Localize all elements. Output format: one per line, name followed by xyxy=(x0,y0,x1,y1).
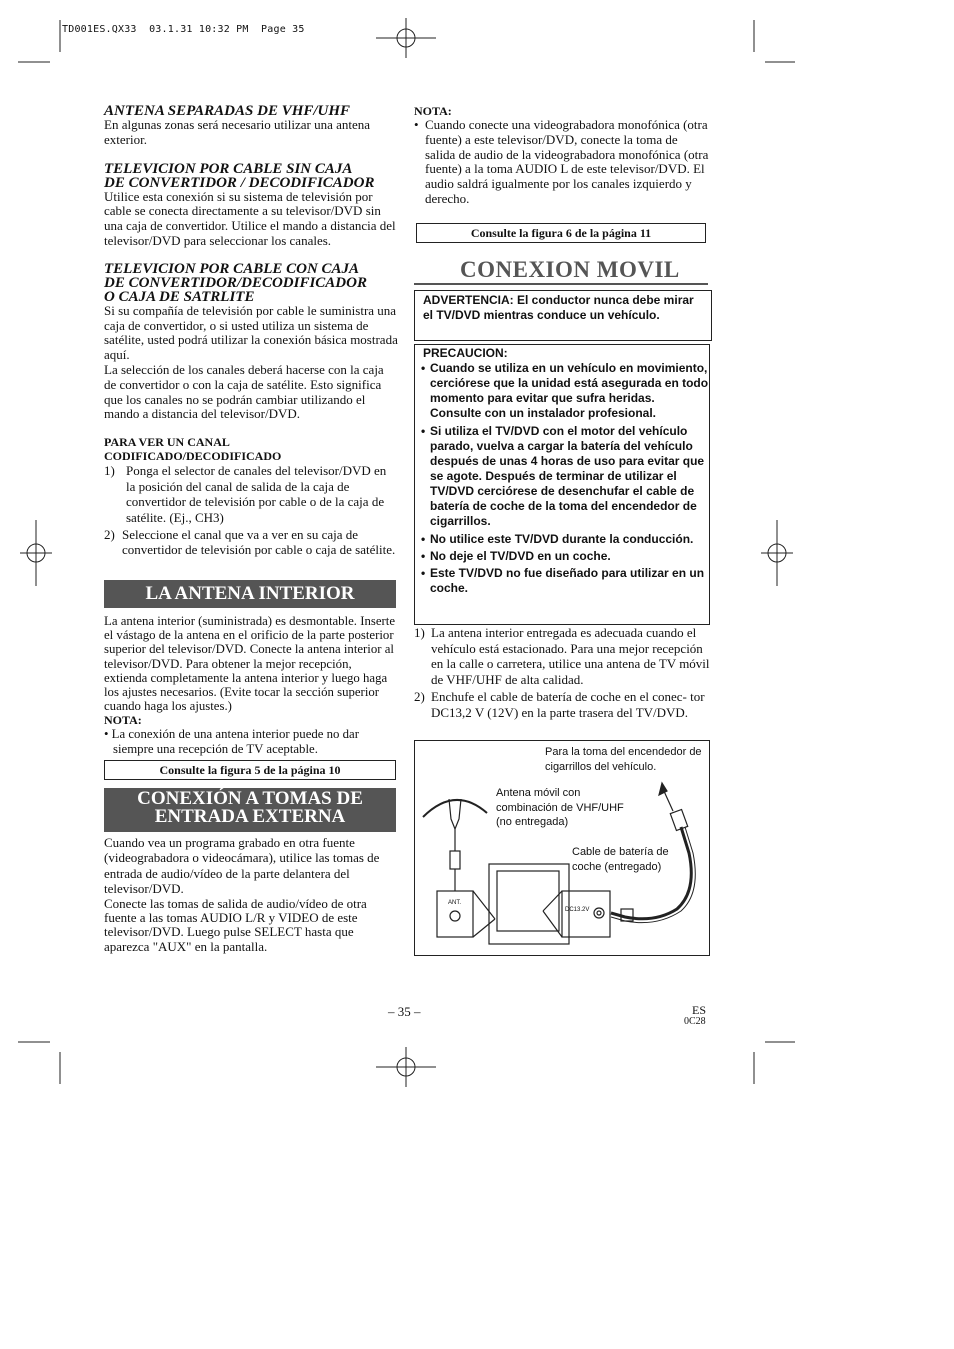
conexion-tomas-heading xyxy=(104,788,396,832)
antena-interior-note: • La conexión de una antena interior puede no dar siempre una recepción de TV aceptable. xyxy=(104,727,359,756)
conexion-tomas-section xyxy=(104,835,398,954)
language-code: ES xyxy=(692,1003,707,1017)
mobile-connection-figure xyxy=(414,740,710,956)
conexion-tomas-body1: Cuando vea un programa grabado en otra fuente (videograbadora o videocámara), utilice las tomas de entrada de audio/vídeo de la parte delantera del televisor/DVD. xyxy=(104,835,380,897)
para-ver-label xyxy=(104,435,398,463)
file-info-header: TD001ES.QX33 03.1.31 10:32 PM Page 35 xyxy=(62,24,305,35)
conexion-tomas-body2: Conecte las tomas de salida de audio/vídeo de otra fuente a las tomas AUDIO L/R y VIDEO de este televisor/DVD. Luego pulse SELECT hasta que aparezca "AUX" en la pantalla. xyxy=(104,895,367,954)
bullet-icon: • xyxy=(421,566,426,580)
bullet-icon: • xyxy=(421,549,426,563)
precaucion-text: Si utiliza el TV/DVD con el motor del vehículo parado, vuelva a cargar la batería del vehículo después de unas 4 horas de uso para evitar que se agote. Después de terminar de utilizar el TV/DVD cerciórese de desenchufar el cable de batería de coche de la toma del encendedor de cigarrillos. xyxy=(430,424,705,528)
step-text: Enchufe el cable de batería de coche en el conec- tor DC13,2 V (12V) en la parte trasera del TV/DVD. xyxy=(431,689,705,720)
antena-interior-note-label: NOTA: xyxy=(104,713,142,728)
figure-label-cable: Cable de batería de coche (entregado) xyxy=(572,846,669,873)
nota-label: NOTA: xyxy=(414,104,452,118)
ant-port-label: ANT. xyxy=(448,900,462,906)
advertencia-box: ADVERTENCIA: El conductor nunca debe mirar el TV/DVD mientras conduce un vehículo. xyxy=(414,290,712,341)
dc-port-label: DC13.2V xyxy=(565,907,590,913)
antena-interior-heading: LA ANTENA INTERIOR xyxy=(104,580,396,608)
precaucion-text: No deje el TV/DVD en un coche. xyxy=(430,549,611,563)
list-item xyxy=(421,566,709,596)
right-column xyxy=(414,104,710,207)
antena-interior-section xyxy=(104,614,398,756)
cable-con-title xyxy=(104,262,398,304)
step-text: Ponga el selector de canales del televisor/DVD en la posición del canal de salida de la caja de convertidor de televisión por cable o de la caja de satélite. (Ej., CH3) xyxy=(126,463,387,525)
list-item xyxy=(104,463,398,525)
cable-sin-body: Utilice esta conexión si su sistema de televisión por cable se conecta directamente a su televisor/DVD sin una caja de convertidor. Utilice el mando a distancia del televisor/DVD para seleccionar los canales. xyxy=(104,188,396,248)
bullet: • xyxy=(414,117,419,132)
precaucion-text: Este TV/DVD no fue diseñado para utilizar en un coche. xyxy=(430,566,705,595)
conexion-tomas-heading-line2: ENTRADA EXTERNA xyxy=(154,806,346,827)
bullet-icon: • xyxy=(421,424,426,438)
left-column xyxy=(104,104,398,558)
heading-rule xyxy=(414,283,708,285)
cable-con-title-line2: DE CONVERTIDOR/DECODIFICADOR xyxy=(104,274,367,291)
para-ver-steps xyxy=(104,463,398,558)
para-ver-label-line1: PARA VER UN CANAL xyxy=(104,435,230,450)
list-item xyxy=(421,424,709,529)
step-number: 2) xyxy=(104,526,115,542)
list-item xyxy=(414,625,710,687)
bullet-icon: • xyxy=(421,361,426,375)
figure-label-antenna: Antena móvil con combinación de VHF/UHF (no entregada) xyxy=(496,787,624,828)
para-ver-label-line2: CODIFICADO/DECODIFICADO xyxy=(104,449,282,464)
cable-con-body1: Si su compañía de televisión por cable le suministra una caja de convertidor, o si usted utiliza un sistema de satélite, usted podrá utilizar la conexión básica mostrada aquí. xyxy=(104,302,398,363)
antena-vhf-title: ANTENA SEPARADAS DE VHF/UHF xyxy=(104,103,351,119)
step-text: La antena interior entregada es adecuada cuando el vehículo está estacionado. Para una mejor recepción en la calle o carretera, utilice una antena de TV móvil de VHF/UHF de alta calidad. xyxy=(431,625,710,687)
cable-sin-title-line1: TELEVICION POR CABLE SIN CAJA xyxy=(104,160,353,177)
cable-con-title-line1: TELEVICION POR CABLE CON CAJA xyxy=(104,260,360,277)
document-code: 0C28 xyxy=(684,1016,706,1027)
nota-ref: Consulte la figura 6 de la página 11 xyxy=(416,223,706,243)
cable-con-body2: La selección de los canales deberá hacerse con la caja de convertidor o con la caja de satélite. Esto significa que los canales no se podrán cambiar utilizando el mando a distancia del televisor/DVD. xyxy=(104,361,384,422)
cable-con-title-line3: O CAJA DE SATRLITE xyxy=(104,288,255,305)
figure-drawing xyxy=(415,741,709,955)
step-number: 2) xyxy=(414,689,425,705)
precaucion-text: No utilice este TV/DVD durante la conducción. xyxy=(430,532,694,546)
step-number: 1) xyxy=(104,463,115,479)
nota-bullet-item xyxy=(414,118,710,207)
list-item xyxy=(421,361,709,421)
antena-interior-body: La antena interior (suministrada) es desmontable. Inserte el vástago de la antena en el orificio de la parte posterior superior del televisor/DVD. Conecte la antena interior al televisor/DVD. Para obtener la mejor recepción, extienda completamente la antena interior y luego haga los ajustes necesarios. (Evite tocar la sección superior cuando haga los ajustes.) xyxy=(104,614,396,714)
list-item xyxy=(421,532,709,547)
list-item xyxy=(104,527,398,558)
nota-text: Cuando conecte una videograbadora monofónica (otra fuente) a este televisor/DVD, conecte la toma de salida de audio de la videograbadora monofónica (otra fuente) a la toma AUDIO L de este televisor/DVD. El audio saldrá igualmente por los canales izquierdo y derecho. xyxy=(425,117,709,206)
list-item xyxy=(421,549,709,564)
list-item xyxy=(414,689,710,720)
cable-sin-title-line2: DE CONVERTIDOR / DECODIFICADOR xyxy=(104,174,375,191)
movil-steps-section xyxy=(414,625,710,721)
precaucion-list xyxy=(421,361,709,596)
precaucion-box xyxy=(414,344,710,625)
cable-sin-title xyxy=(104,162,398,190)
figure-label-lighter: Para la toma del encendedor de cigarrillos del vehículo. xyxy=(545,746,702,773)
antena-vhf-body: En algunas zonas será necesario utilizar una antena exterior. xyxy=(104,117,371,147)
antena-interior-ref: Consulte la figura 5 de la página 10 xyxy=(104,760,396,780)
precaucion-label: PRECAUCION: xyxy=(423,346,508,360)
conexion-tomas-heading-line1: CONEXIÓN A TOMAS DE xyxy=(137,788,363,809)
page-number: – 35 – xyxy=(388,1004,421,1019)
bullet-icon: • xyxy=(421,532,426,546)
step-number: 1) xyxy=(414,625,425,640)
conexion-movil-heading: CONEXION MOVIL xyxy=(460,257,680,282)
precaucion-text: Cuando se utiliza en un vehículo en movimiento, cerciórese que la unidad está asegurada en todo momento para evitar que sufra heridas. Consulte con un instalador profesional. xyxy=(430,361,709,420)
step-text: Seleccione el canal que va a ver en su caja de convertidor de televisión por cable o caja de satélite. xyxy=(122,526,396,558)
